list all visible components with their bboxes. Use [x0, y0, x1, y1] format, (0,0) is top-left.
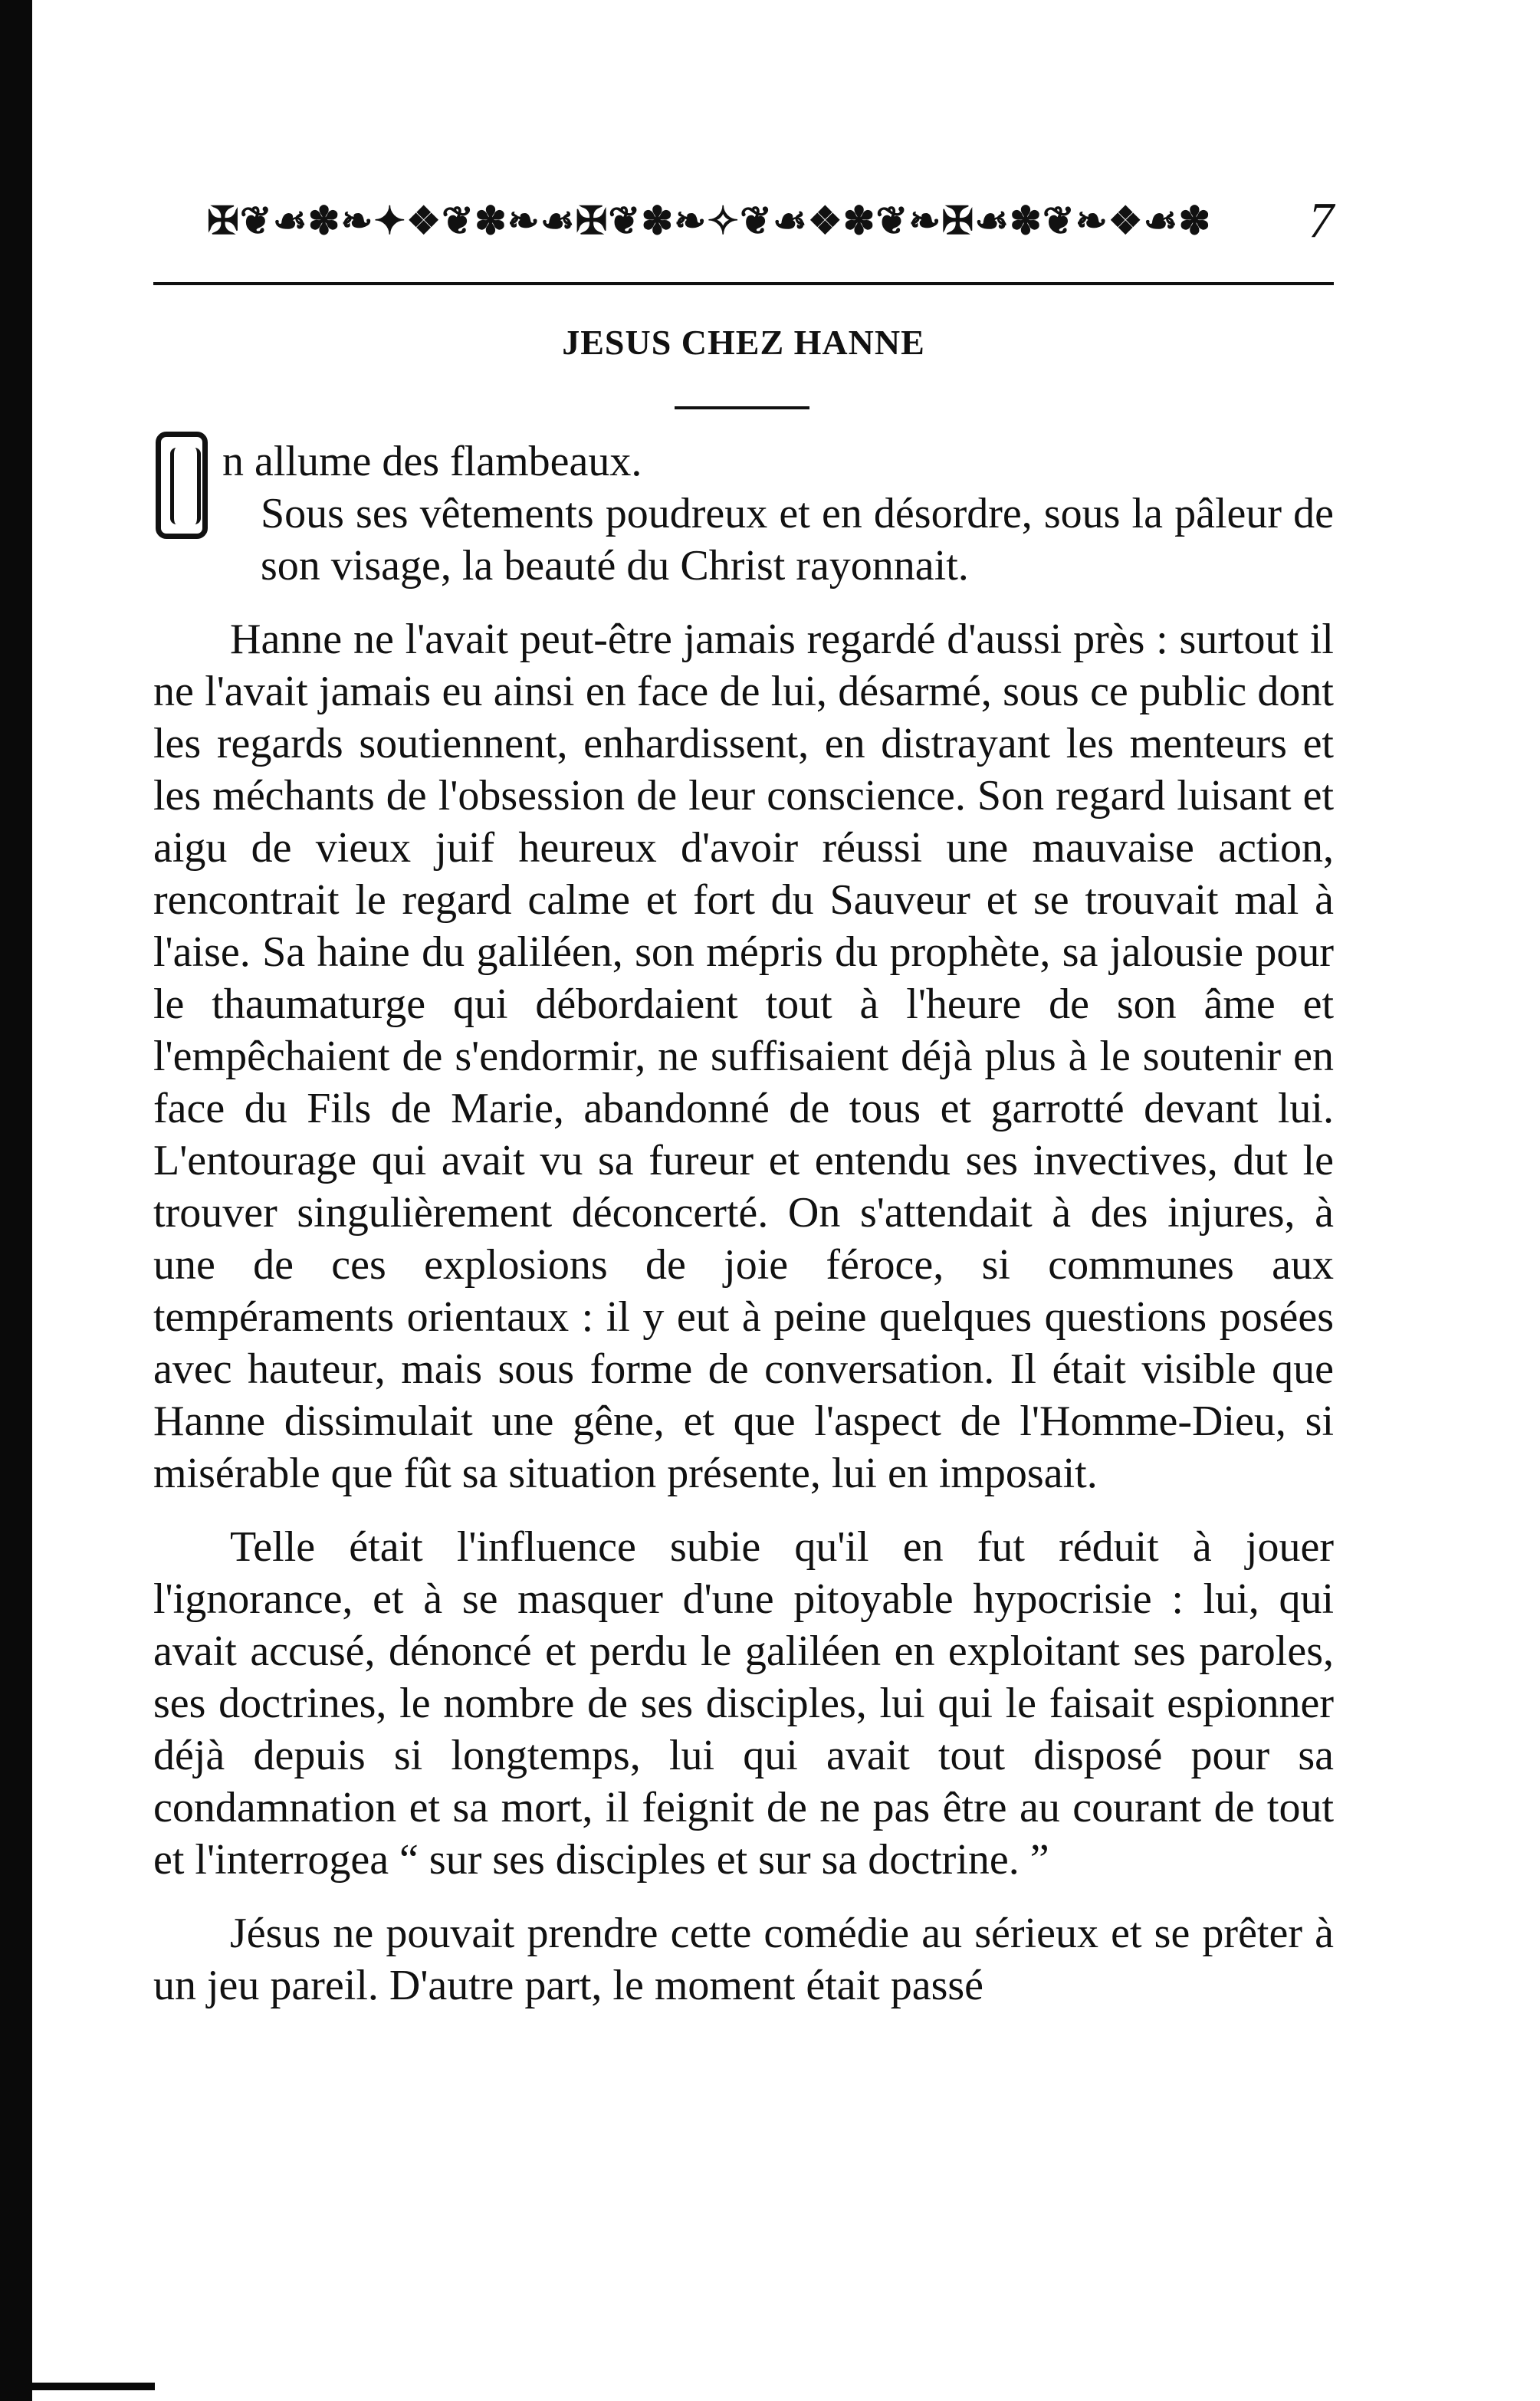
page-number: 7 — [1309, 192, 1334, 248]
header-rule — [153, 282, 1334, 285]
paragraph-3: Hanne ne l'avait peut-être jamais regardé d'aussi près : surtout il ne l'avait jamais eu ainsi en face de lui, désarmé, sous ce public dont les regards soutiennent, enhardissent, en distrayant les menteurs et les méchants de l'obsession de leur conscience. Son regard luisant et aigu de vieux juif heureux d'avoir réussi une mauvaise action, rencontrait le regard calme et fort du Sauveur et se trouvait mal à l'aise. Sa haine du galiléen, son mépris du prophète, sa jalousie pour le thaumaturge qui débordaient tout à l'heure de son âme et l'empêchaient de s'endormir, ne suffisaient déjà plus à le soutenir en face du Fils de Marie, abandonné de tous et garrotté devant lui. L'entourage qui avait vu sa fureur et entendu ses invectives, dut le trouver singulièrement déconcerté. On s'attendait à des injures, à une de ces explosions de joie féroce, si communes aux tempéraments orientaux : il y eut à peine quelques questions posées avec hauteur, mais sous forme de conversation. Il était visible que Hanne dissimulait une gêne, et que l'aspect de l'Homme-Dieu, si misérable que fût sa situation présente, lui en imposait. — [153, 616, 1334, 1497]
page-binding-foot — [32, 2383, 155, 2390]
chapter-title: JESUS CHEZ HANNE — [562, 323, 925, 362]
body-text — [153, 435, 1334, 2012]
page-header — [153, 192, 1334, 261]
paragraph-4: Telle était l'influence subie qu'il en fut réduit à jouer l'ignorance, et à se masquer d'une pitoyable hypocrisie : lui, qui avait accusé, dénoncé et perdu le galiléen en exploitant ses paroles, ses doctrines, le nombre de ses disciples, lui qui le faisait espionner déjà depuis si longtemps, lui qui avait tout disposé pour sa condamnation et sa mort, il feignit de ne pas être au courant de tout et l'interrogea “ sur ses disciples et sur sa doctrine. ” — [153, 1523, 1334, 1884]
paragraph-1: n allume des flambeaux. — [222, 438, 642, 485]
running-title: ✠❦☙✽❧✦❖❦✽❧☙✠❦✽❧✧❦☙❖✽❦❧✠☙✽❦❧❖☙✽ — [207, 198, 1212, 243]
paragraph-2: Sous ses vêtements poudreux et en désordre, sous la pâleur de son visage, la beauté du Christ rayonnait. — [261, 490, 1334, 590]
title-rule — [675, 406, 809, 409]
paragraph-5: Jésus ne pouvait prendre cette comédie au sérieux et se prêter à un jeu pareil. D'autre part, le moment était passé — [153, 1910, 1334, 2009]
page-binding-edge — [0, 0, 32, 2401]
